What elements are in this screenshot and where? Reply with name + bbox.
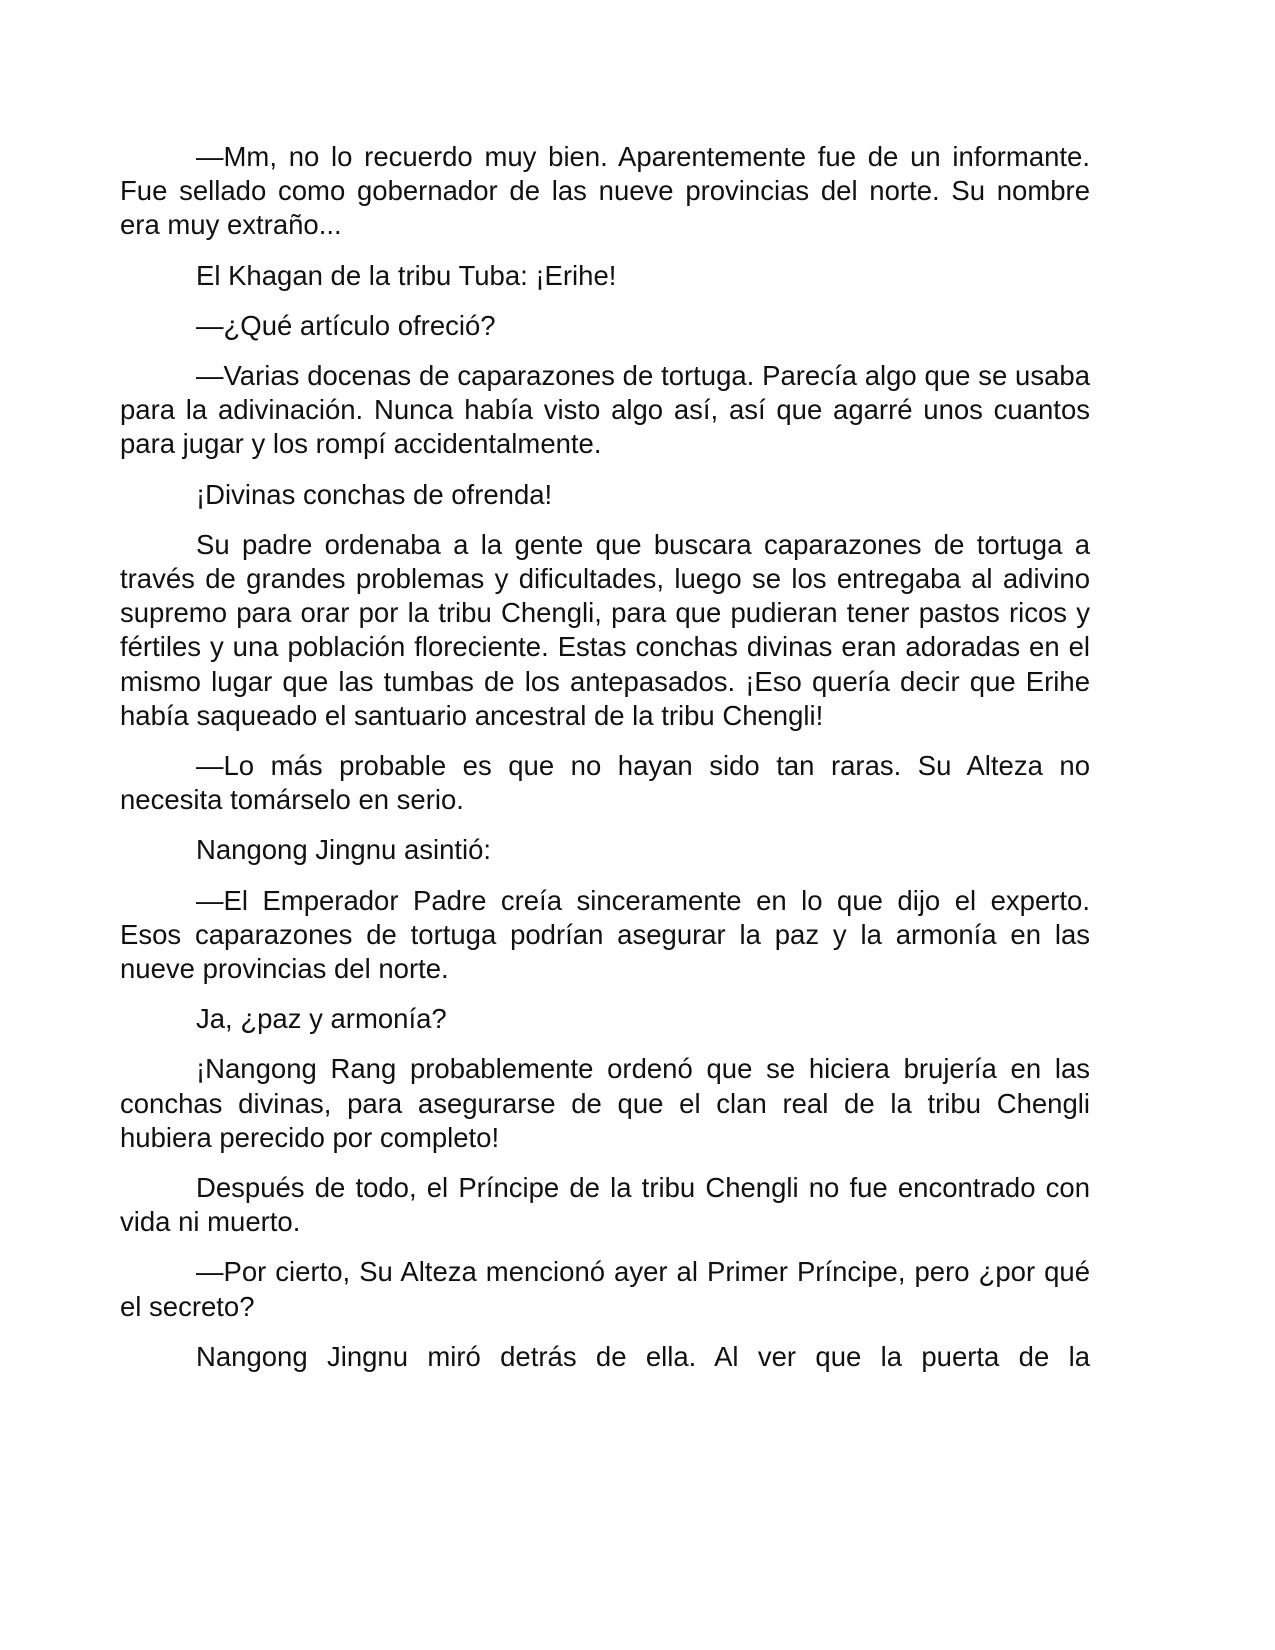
paragraph: ¡Divinas conchas de ofrenda! — [196, 478, 553, 510]
paragraph: —¿Qué artículo ofreció? — [196, 309, 496, 341]
paragraph: ¡Nangong Rang probablemente ordenó que se hiciera brujería en las conchas divinas, para asegurarse de que el clan real de la tribu Chengli hubiera perecido por completo! — [120, 1053, 1090, 1153]
paragraph: —Lo más probable es que no hayan sido tan raras. Su Alteza no necesita tomárselo en serio. — [120, 750, 1090, 816]
paragraph: —Varias docenas de caparazones de tortuga. Parecía algo que se usaba para la adivinación. Nunca había visto algo así, así que agarré unos cuantos para jugar y los rompí accidentalmente. — [120, 360, 1090, 460]
paragraph: —Por cierto, Su Alteza mencionó ayer al Primer Príncipe, pero ¿por qué el secreto? — [120, 1256, 1090, 1322]
paragraph: Nangong Jingnu miró detrás de ella. Al ver que la puerta de la — [196, 1340, 1090, 1372]
page-body — [120, 140, 1090, 1374]
paragraph: Nangong Jingnu asintió: — [196, 834, 492, 866]
paragraph: El Khagan de la tribu Tuba: ¡Erihe! — [196, 259, 617, 291]
paragraph: Ja, ¿paz y armonía? — [196, 1003, 447, 1035]
paragraph: Después de todo, el Príncipe de la tribu Chengli no fue encontrado con vida ni muerto. — [120, 1172, 1090, 1238]
paragraph: Su padre ordenaba a la gente que buscara caparazones de tortuga a través de grandes problemas y dificultades, luego se los entregaba al adivino supremo para orar por la tribu Chengli, para que pudieran tener pastos ricos y fértiles y una población floreciente. Estas conchas divinas eran adoradas en el mismo lugar que las tumbas de los antepasados. ¡Eso quería decir que Erihe había saqueado el santuario ancestral de la tribu Chengli! — [120, 528, 1090, 731]
paragraph: —Mm, no lo recuerdo muy bien. Aparentemente fue de un informante. Fue sellado como gobernador de las nueve provincias del norte. Su nombre era muy extraño... — [120, 141, 1090, 241]
paragraph: —El Emperador Padre creía sinceramente en lo que dijo el experto. Esos caparazones de tortuga podrían asegurar la paz y la armonía en las nueve provincias del norte. — [120, 884, 1090, 985]
